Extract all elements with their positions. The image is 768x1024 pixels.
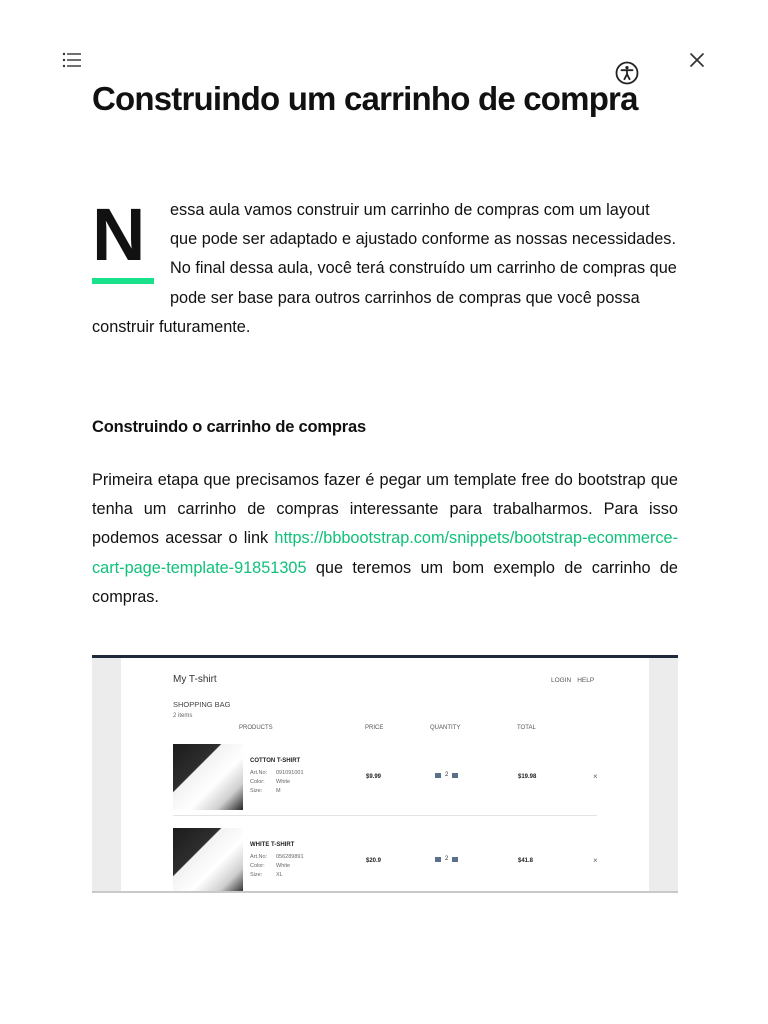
row-divider: [173, 815, 597, 816]
product-size: Size: XL: [250, 872, 283, 878]
cart-screenshot-image: [92, 655, 678, 893]
drop-cap-underline: [92, 278, 154, 284]
cart-row: [173, 744, 603, 812]
remove-icon: ×: [593, 856, 598, 865]
product-art-no: Art.No: 091091001: [250, 770, 304, 776]
intro-paragraph: [92, 193, 678, 342]
intro-text: essa aula vamos construir um carrinho de compras com um layout que pode ser adaptado e ajustado conforme as nossas necessidades. No final dessa aula, você terá construído um carrinho de compras que pode ser base para outros carrinhos de compras que você possa construir futuramente.: [92, 201, 677, 336]
template-link[interactable]: https://bbbootstrap.com/snippets/bootstrap-ecommerce-cart-page-template-91851305: [92, 529, 678, 577]
product-art-no: Art.No: 056289891: [250, 854, 304, 860]
product-total: $41.8: [518, 858, 534, 864]
body-paragraph: [92, 466, 678, 612]
drop-cap: [92, 193, 154, 286]
product-color: Color: White: [250, 863, 291, 869]
menu-icon[interactable]: [62, 52, 82, 68]
plus-icon: [452, 857, 458, 862]
shop-brand: My T-shirt: [173, 674, 217, 685]
shop-nav: [551, 677, 600, 684]
cart-row: [173, 828, 603, 893]
shop-nav-login: LOGIN: [551, 677, 572, 684]
quantity-stepper: [435, 856, 458, 863]
product-thumbnail: [173, 744, 243, 810]
product-color: Color: White: [250, 779, 291, 785]
column-products: PRODUCTS: [239, 725, 273, 731]
product-name: WHITE T-SHIRT: [250, 842, 295, 848]
quantity-value: 2: [445, 856, 449, 862]
page-title: Construindo um carrinho de compra: [92, 80, 638, 117]
product-name: COTTON T-SHIRT: [250, 758, 301, 764]
plus-icon: [452, 773, 458, 778]
remove-icon: ×: [593, 772, 598, 781]
product-total: $19.98: [518, 774, 537, 780]
drop-cap-letter: N: [92, 193, 144, 276]
body-text-after-link: que teremos um bom exemplo de carrinho de compras.: [92, 558, 678, 606]
cart-screenshot-content: [121, 658, 649, 893]
product-price: $20.9: [366, 858, 382, 864]
column-quantity: QUANTITY: [430, 725, 461, 731]
product-price: $9.99: [366, 774, 382, 780]
quantity-stepper: [435, 772, 458, 779]
shopping-bag-title: SHOPPING BAG: [173, 700, 231, 709]
body-text-before-link: Primeira etapa que precisamos fazer é pegar um template free do bootstrap que tenha um carrinho de compras interessante para trabalharmos. Para isso podemos acessar o link: [92, 471, 678, 548]
section-heading: Construindo o carrinho de compras: [92, 418, 366, 436]
close-icon[interactable]: [687, 50, 707, 70]
product-size: Size: M: [250, 788, 281, 794]
item-count: 2 items: [173, 713, 193, 719]
quantity-value: 2: [445, 772, 449, 778]
minus-icon: [435, 857, 441, 862]
column-total: TOTAL: [517, 725, 536, 731]
shop-nav-help: HELP: [577, 677, 595, 684]
product-thumbnail: [173, 828, 243, 893]
minus-icon: [435, 773, 441, 778]
column-price: PRICE: [365, 725, 384, 731]
